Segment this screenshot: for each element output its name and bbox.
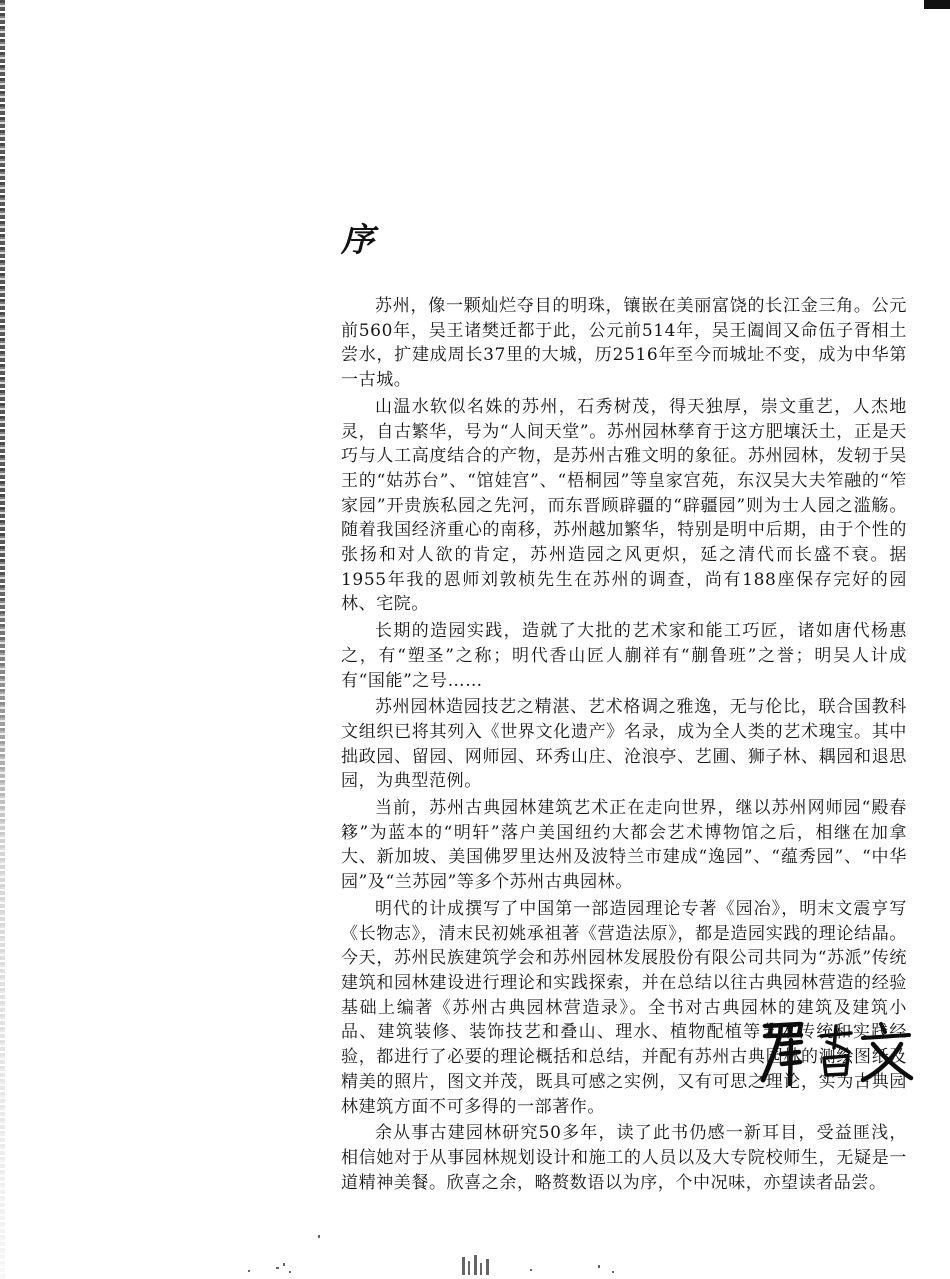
scan-specks [0, 1225, 950, 1279]
author-signature [757, 1014, 917, 1088]
preface-paragraph-5: 当前，苏州古典园林建筑艺术正在走向世界，继以苏州网师园“殿春簃”为蓝本的“明轩”落户美国纽约大都会艺术博物馆之后，相继在加拿大、新加坡、美国佛罗里达州及波特兰市建成“逸园”、“蕴秀园”、“中华园”及“兰苏园”等多个苏州古典园林。 [341, 798, 907, 893]
scan-binding-fade [0, 560, 5, 1279]
preface-paragraph-4: 苏州园林造园技艺之精湛、艺术格调之雅逸，无与伦比，联合国教科文组织已将其列入《世界文化遗产》名录，成为全人类的艺术瑰宝。其中拙政园、留园、网师园、环秀山庄、沧浪亭、艺圃、狮子林、耦园和退思园，为典型范例。 [341, 697, 907, 792]
scan-corner-mark [924, 0, 950, 9]
preface-paragraph-2: 山温水软似名姝的苏州，石秀树茂，得天独厚，崇文重艺，人杰地灵，自古繁华，号为“人间天堂”。苏州园林孳育于这方肥壤沃土，正是天巧与人工高度结合的产物，是苏州古雅文明的象征。苏州园林，发轫于吴王的“姑苏台”、“馆娃宫”、“梧桐园”等皇家宫苑，东汉吴大夫笮融的“笮家园”开贵族私园之先河，而东晋顾辟疆的“辟疆园”则为士人园之滥觞。随着我国经济重心的南移，苏州越加繁华，特别是明中后期，由于个性的张扬和对人欲的肯定，苏州造园之风更炽，延之清代而长盛不衰。据1955年我的恩师刘敦桢先生在苏州的调查，尚有188座保存完好的园林、宅院。 [341, 396, 907, 615]
preface-paragraph-7: 余从事古建园林研究50多年，读了此书仍感一新耳目，受益匪浅，相信她对于从事园林规划设计和施工的人员以及大专院校师生，无疑是一道精神美餐。欣喜之余，略赘数语以为序，个中况味，亦望读者品尝。 [341, 1123, 907, 1193]
page-title: 序 [341, 220, 374, 259]
preface-paragraph-6: 明代的计成撰写了中国第一部造园理论专著《园冶》，明末文震亨写《长物志》，清末民初姚承祖著《营造法原》，都是造园实践的理论结晶。今天，苏州民族建筑学会和苏州园林发展股份有限公司共同为“苏派”传统建筑和园林建设进行理论和实践探索，并在总结以往古典园林营造的经验基础上编著《苏州古典园林营造录》。全书对古典园林的建筑及建筑小品、建筑装修、装饰技艺和叠山、理水、植物配植等艺术传统和实践经验，都进行了必要的理论概括和总结，并配有苏州古典园林的测绘图纸及精美的照片，图文并茂，既具可感之实例，又有可思之理论，实为古典园林建筑方面不可多得的一部著作。 [341, 898, 907, 1117]
preface-paragraph-3: 长期的造园实践，造就了大批的艺术家和能工巧匠，诸如唐代杨惠之，有“塑圣”之称；明代香山匠人蒯祥有“蒯鲁班”之誉；明吴人计成有“国能”之号…… [341, 621, 907, 691]
preface-paragraph-1: 苏州，像一颗灿烂夺目的明珠，镶嵌在美丽富饶的长江金三角。公元前560年，吴王诸樊迁都于此，公元前514年，吴王阖闾又命伍子胥相土尝水，扩建成周长37里的大城，历2516年至今而城址不变，成为中华第一古城。 [341, 296, 907, 391]
